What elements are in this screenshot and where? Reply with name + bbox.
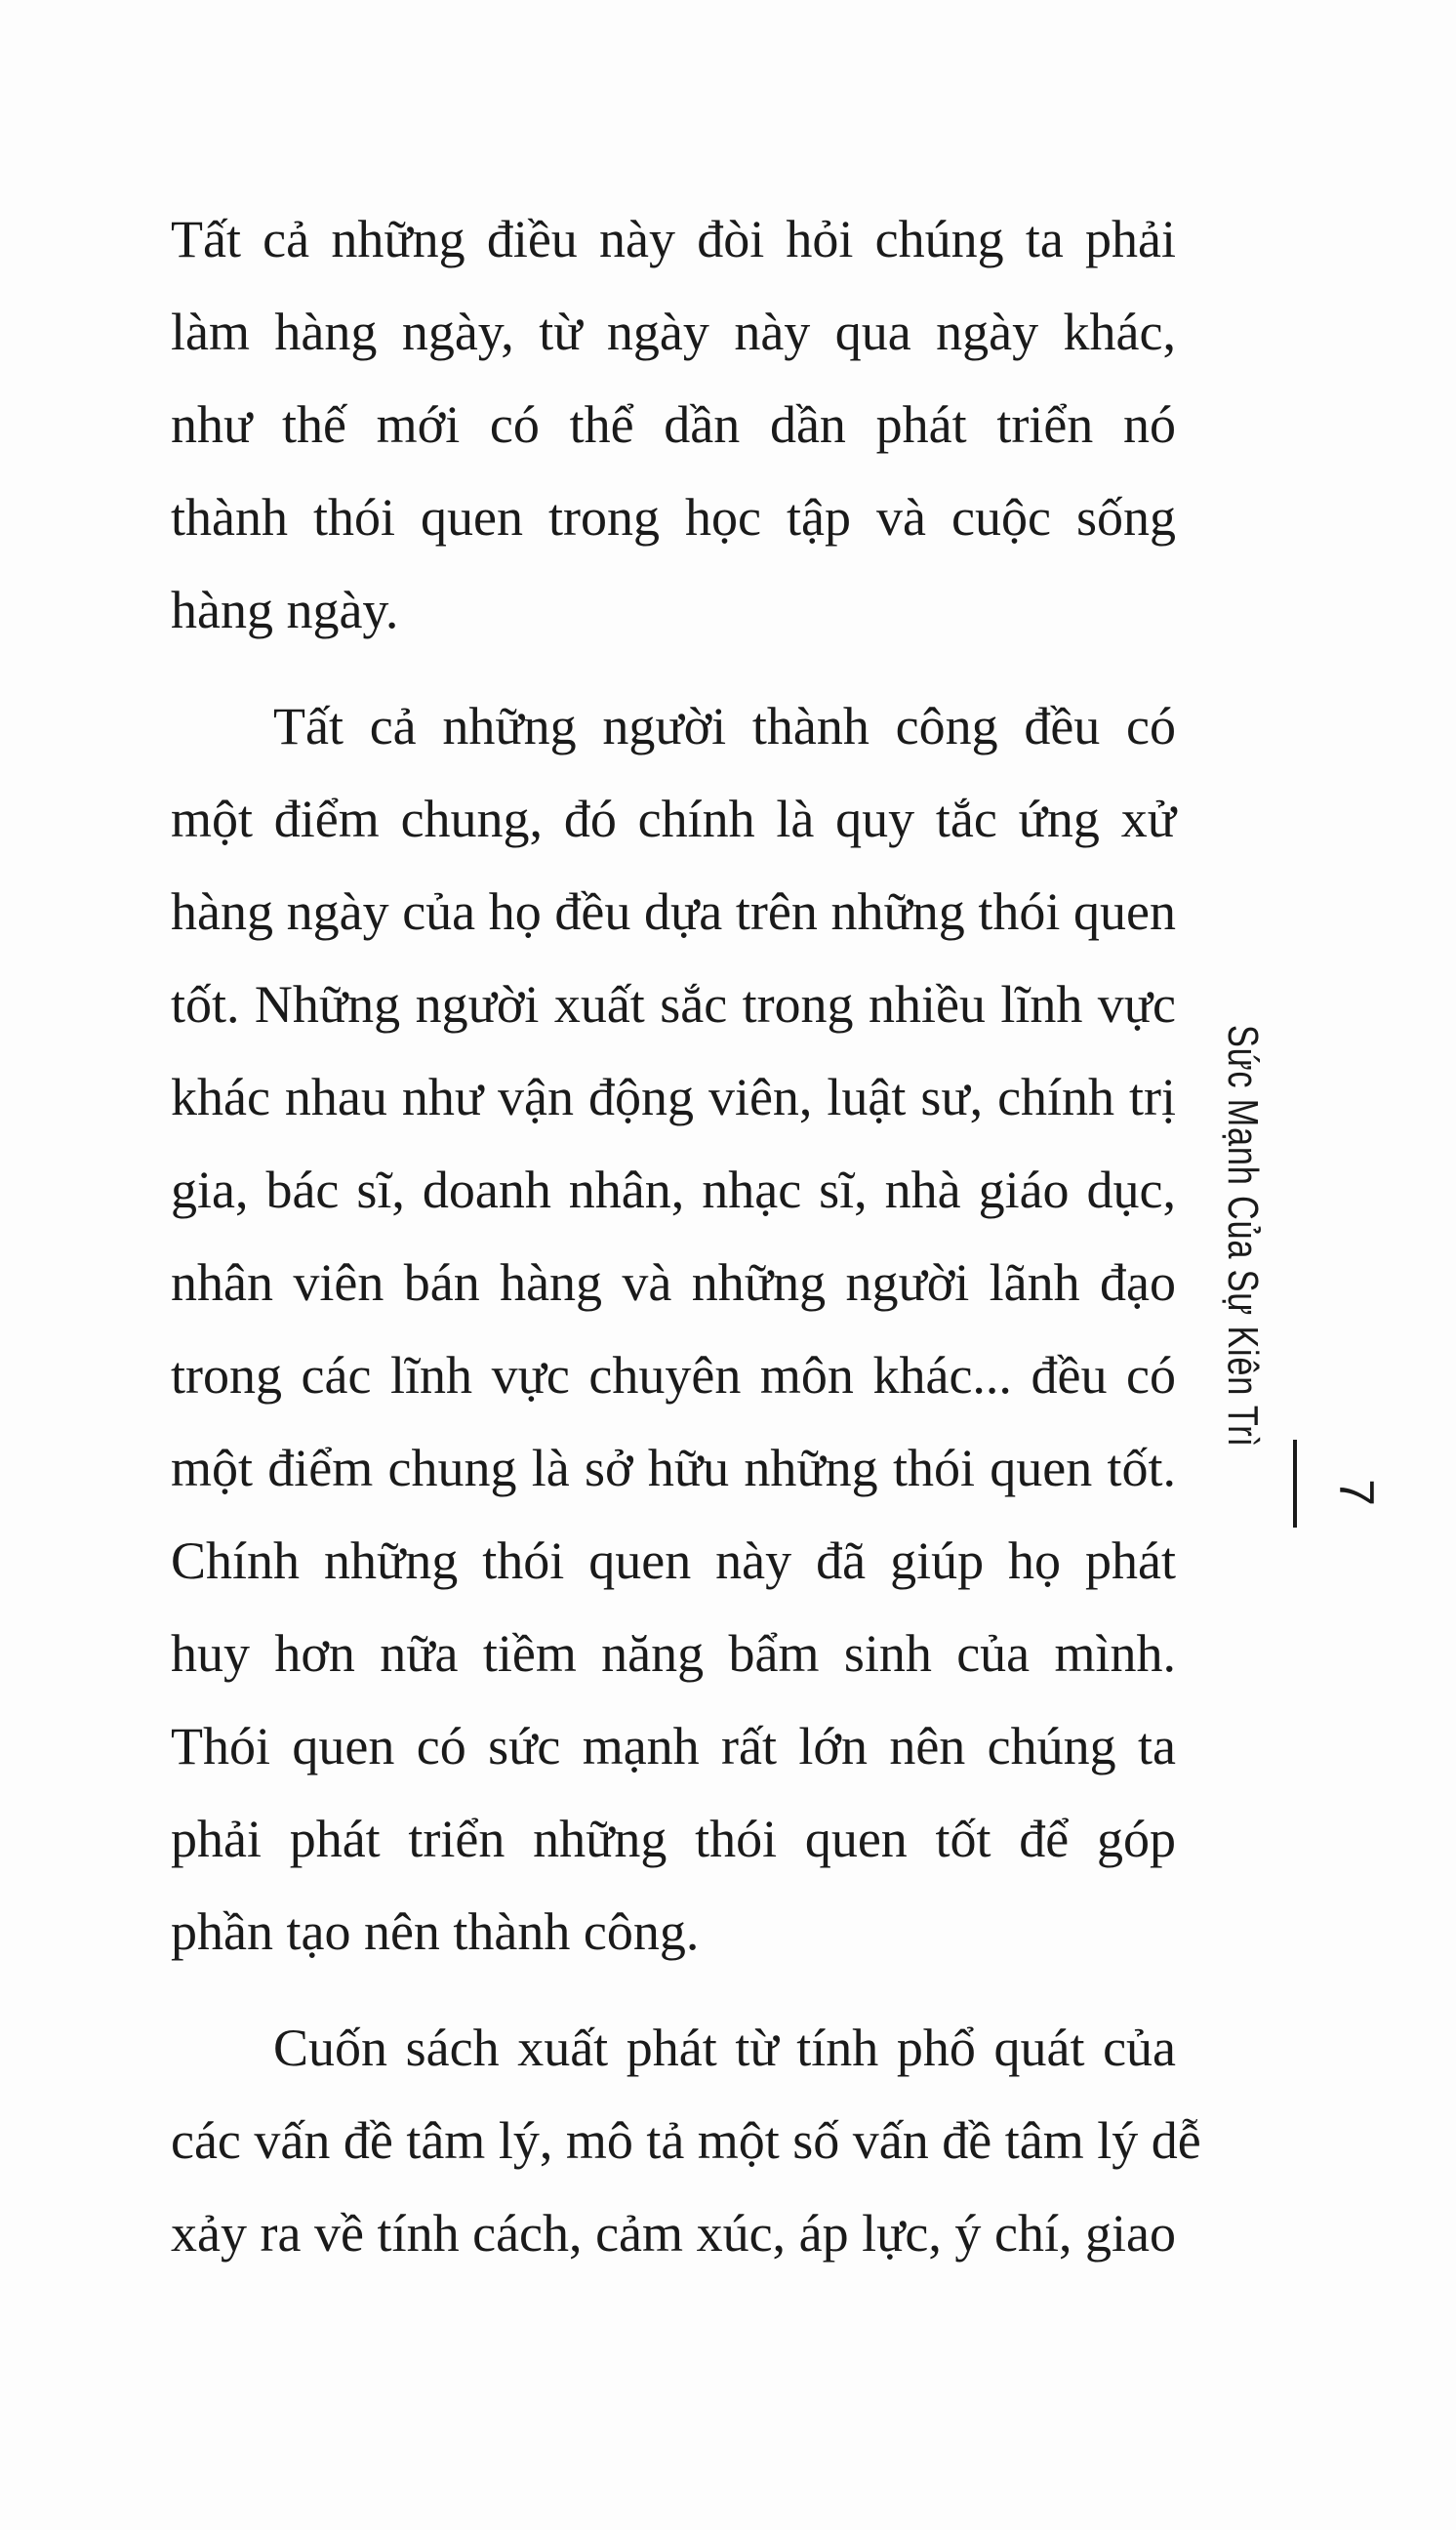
paragraph-1-line: như thế mới có thể dần dần phát triển nó	[171, 395, 1176, 454]
paragraph-2-line: Thói quen có sức mạnh rất lớn nên chúng ta	[171, 1717, 1176, 1775]
paragraph-2-line: trong các lĩnh vực chuyên môn khác... đều có	[171, 1346, 1176, 1405]
paragraph-2-line: hàng ngày của họ đều dựa trên những thói quen	[171, 882, 1176, 941]
paragraph-2-line: khác nhau như vận động viên, luật sư, chính trị	[171, 1068, 1176, 1126]
paragraph-2-line: phải phát triển những thói quen tốt để góp	[171, 1810, 1176, 1868]
paragraph-2-line: Chính những thói quen này đã giúp họ phát	[171, 1531, 1176, 1590]
paragraph-2-line: một điểm chung, đó chính là quy tắc ứng xử	[171, 790, 1176, 848]
running-head-divider	[1293, 1440, 1297, 1528]
running-head-title: Sức Mạnh Của Sự Kiên Trì	[1219, 1025, 1267, 1448]
paragraph-3-line: Cuốn sách xuất phát từ tính phổ quát của	[273, 2019, 1176, 2077]
paragraph-1-line: hàng ngày.	[171, 581, 399, 639]
paragraph-2-line: gia, bác sĩ, doanh nhân, nhạc sĩ, nhà giáo dục,	[171, 1161, 1176, 1219]
page-number: 7	[1329, 1479, 1384, 1506]
running-head	[1198, 1025, 1286, 1630]
paragraph-gap	[171, 657, 1176, 680]
paragraph-2-line: tốt. Những người xuất sắc trong nhiều lĩnh vực	[171, 975, 1176, 1034]
paragraph-3-line: xảy ra về tính cách, cảm xúc, áp lực, ý chí, giao	[171, 2204, 1176, 2263]
paragraph-2-line: huy hơn nữa tiềm năng bẩm sinh của mình.	[171, 1624, 1176, 1683]
paragraph-1-line: Tất cả những điều này đòi hỏi chúng ta phải	[171, 210, 1176, 268]
paragraph-gap	[171, 1979, 1176, 2002]
paragraph-2-line: phần tạo nên thành công.	[171, 1902, 700, 1961]
body-text	[171, 193, 1201, 2280]
paragraph-2-line: Tất cả những người thành công đều có	[273, 697, 1176, 755]
paragraph-3-line: các vấn đề tâm lý, mô tả một số vấn đề tâm lý dễ	[171, 2111, 1201, 2170]
paragraph-1-line: làm hàng ngày, từ ngày này qua ngày khác,	[171, 303, 1176, 361]
paragraph-1-line: thành thói quen trong học tập và cuộc sống	[171, 488, 1176, 547]
paragraph-2-line: một điểm chung là sở hữu những thói quen tốt.	[171, 1439, 1176, 1497]
paragraph-2-line: nhân viên bán hàng và những người lãnh đạo	[171, 1253, 1176, 1312]
